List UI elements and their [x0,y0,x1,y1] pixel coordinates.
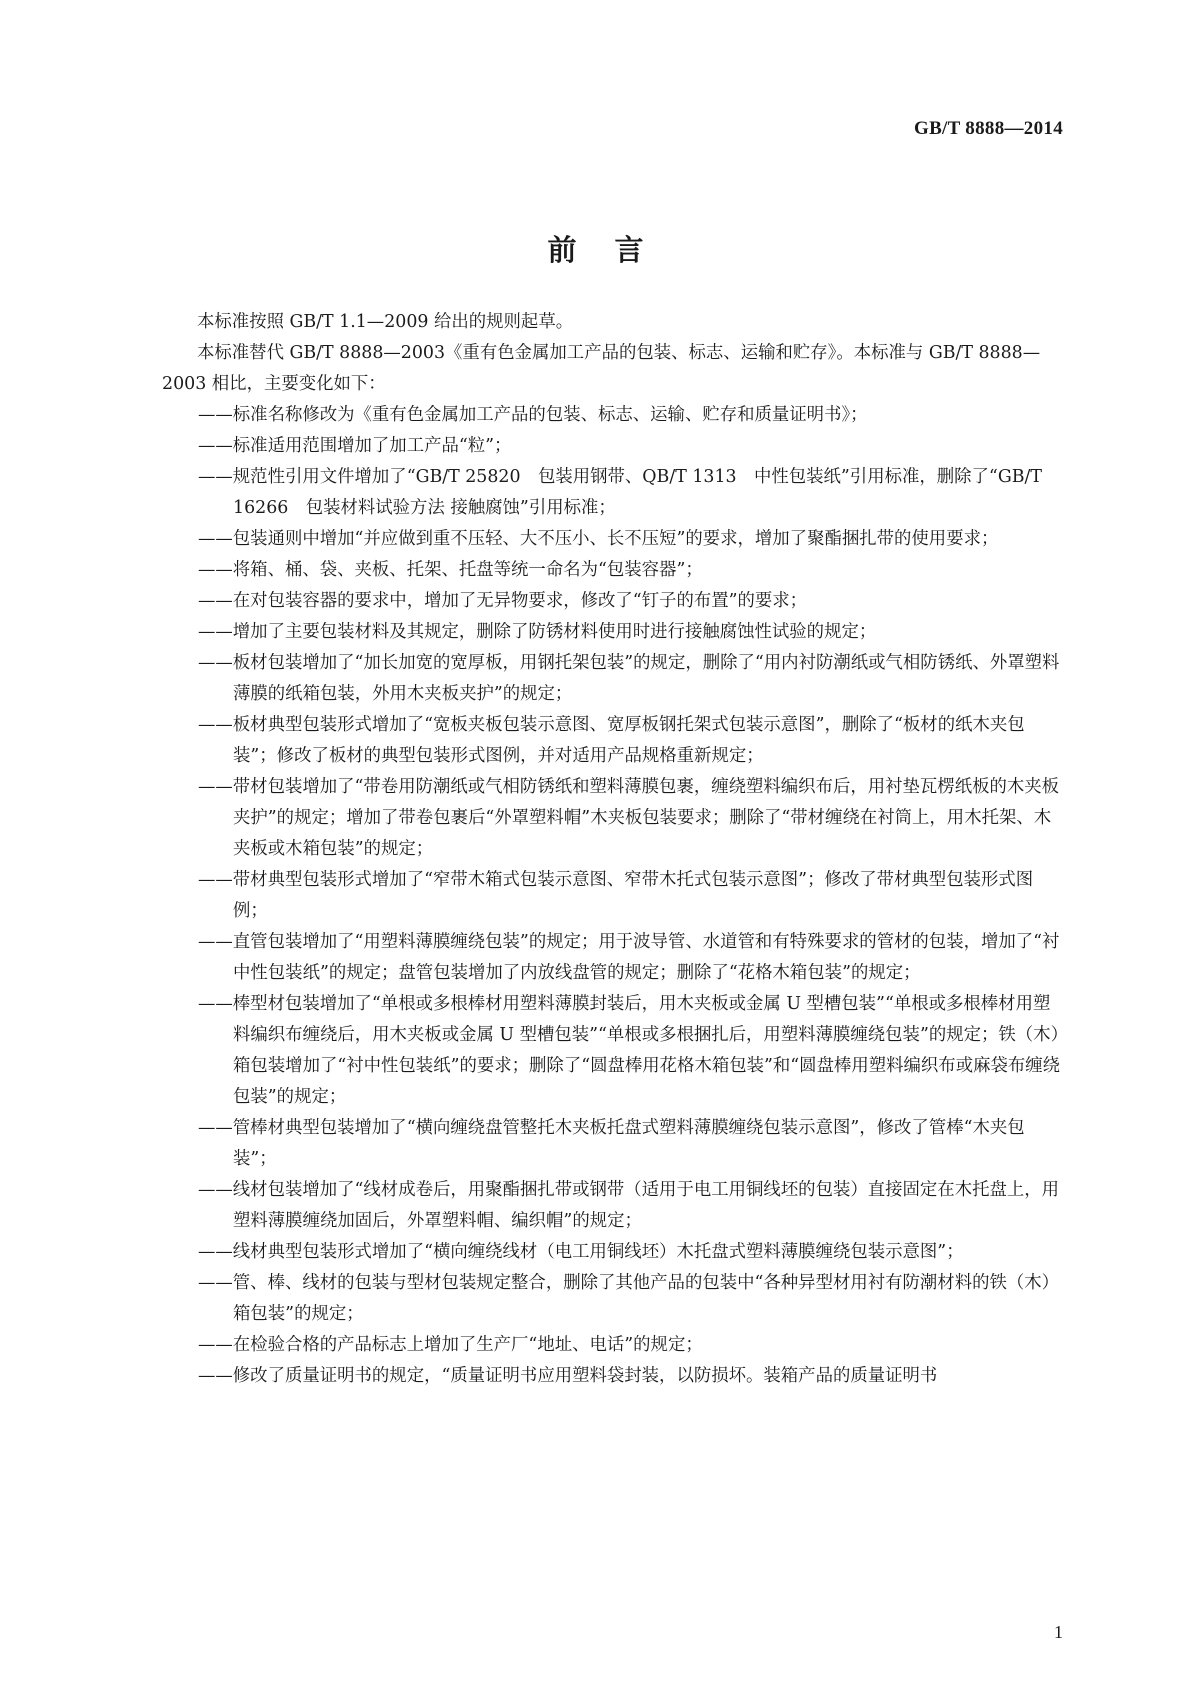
change-item: ——管棒材典型包装增加了“横向缠绕盘管整托木夹板托盘式塑料薄膜缠绕包装示意图”，修改了管棒“木夹包装”； [198,1118,1025,1169]
change-item: ——板材典型包装形式增加了“宽板夹板包装示意图、宽厚板钢托架式包装示意图”，删除了“板材的纸木夹包装”；修改了板材的典型包装形式图例，并对适用产品规格重新规定； [198,715,1025,766]
change-item: ——将箱、桶、袋、夹板、托架、托盘等统一命名为“包装容器”； [198,560,703,580]
change-item: ——增加了主要包装材料及其规定，删除了防锈材料使用时进行接触腐蚀性试验的规定； [198,622,877,642]
change-item: ——在检验合格的产品标志上增加了生产厂“地址、电话”的规定； [198,1335,703,1355]
standard-code: GB/T 8888—2014 [913,118,1063,139]
intro-paragraph-2: 本标准替代 GB/T 8888—2003《重有色金属加工产品的包装、标志、运输和贮存》。本标准与 GB/T 8888—2003 相比，主要变化如下： [162,343,1041,394]
change-item: ——在对包装容器的要求中，增加了无异物要求，修改了“钉子的布置”的要求； [198,591,808,611]
change-item: ——直管包装增加了“用塑料薄膜缠绕包装”的规定；用于波导管、水道管和有特殊要求的管材的包装，增加了“衬中性包装纸”的规定；盘管包装增加了内放线盘管的规定；删除了“花格木箱包装”的规定； [198,932,1060,983]
change-item: ——板材包装增加了“加长加宽的宽厚板，用钢托架包装”的规定，删除了“用内衬防潮纸或气相防锈纸、外罩塑料薄膜的纸箱包装，外用木夹板夹护”的规定； [198,653,1060,704]
intro-paragraph-1: 本标准按照 GB/T 1.1—2009 给出的规则起草。 [197,312,574,332]
change-item: ——带材包装增加了“带卷用防潮纸或气相防锈纸和塑料薄膜包裹，缠绕塑料编织布后，用衬垫瓦楞纸板的木夹板夹护”的规定；增加了带卷包裹后“外罩塑料帽”木夹板包装要求；删除了“带材缠绕在衬筒上，用木托架、木夹板或木箱包装”的规定； [198,777,1060,859]
page-number: 1 [1054,1622,1063,1642]
change-item: ——修改了质量证明书的规定，“质量证明书应用塑料袋封装，以防损坏。装箱产品的质量证明书 [198,1366,938,1386]
change-item: ——棒型材包装增加了“单根或多根棒材用塑料薄膜封装后，用木夹板或金属 U 型槽包装”“单根或多根棒材用塑料编织布缠绕后，用木夹板或金属 U 型槽包装”“单根或多根捆扎后，用塑料薄膜缠绕包装”的规定；铁（木）箱包装增加了“衬中性包装纸”的要求；删除了“圆盘棒用花格木箱包装”和“圆盘棒用塑料编织布或麻袋布缠绕包装”的规定； [198,994,1061,1107]
change-item: ——管、棒、线材的包装与型材包装规定整合，删除了其他产品的包装中“各种异型材用衬有防潮材料的铁（木）箱包装”的规定； [198,1273,1060,1324]
change-item: ——带材典型包装形式增加了“窄带木箱式包装示意图、窄带木托式包装示意图”；修改了带材典型包装形式图例； [198,870,1034,921]
change-item: ——线材包装增加了“线材成卷后，用聚酯捆扎带或钢带（适用于电工用铜线坯的包装）直接固定在木托盘上，用塑料薄膜缠绕加固后，外罩塑料帽、编织帽”的规定； [198,1180,1060,1231]
change-item: ——线材典型包装形式增加了“横向缠绕线材（电工用铜线坯）木托盘式塑料薄膜缠绕包装示意图”； [198,1242,964,1262]
change-item: ——标准名称修改为《重有色金属加工产品的包装、标志、运输、贮存和质量证明书》； [198,405,868,425]
change-item: ——标准适用范围增加了加工产品“粒”； [198,436,512,456]
change-item: ——包装通则中增加“并应做到重不压轻、大不压小、长不压短”的要求，增加了聚酯捆扎带的使用要求； [198,529,999,549]
page-title: 前言 [547,233,682,267]
document-body [162,307,1064,1392]
change-list [162,400,1064,1392]
change-item: ——规范性引用文件增加了“GB/T 25820 包装用钢带、QB/T 1313 中性包装纸”引用标准，删除了“GB/T 16266 包装材料试验方法 接触腐蚀”引用标准； [198,467,1042,518]
